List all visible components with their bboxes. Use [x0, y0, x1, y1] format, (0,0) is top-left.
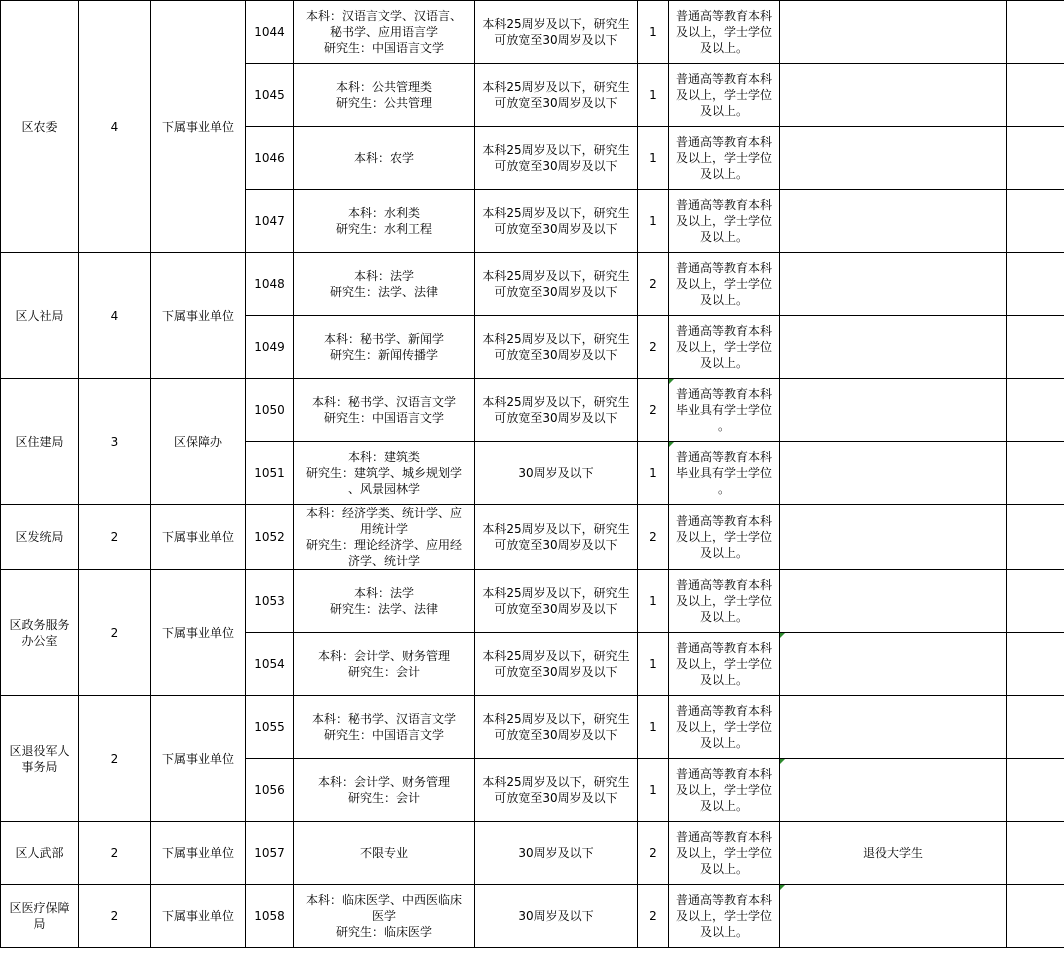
major-cell: 本科：农学: [294, 127, 475, 190]
other-requirement-cell: [780, 379, 1007, 442]
major-cell: 本科：法学 研究生：法学、法律: [294, 570, 475, 633]
position-code-cell: 1057: [246, 822, 294, 885]
headcount-cell: 1: [638, 696, 669, 759]
department-total-cell: 2: [79, 885, 151, 948]
age-cell: 本科25周岁及以下，研究生 可放宽至30周岁及以下: [475, 253, 638, 316]
department-total-cell: 2: [79, 822, 151, 885]
age-cell: 本科25周岁及以下，研究生 可放宽至30周岁及以下: [475, 759, 638, 822]
other-requirement-cell: [780, 190, 1007, 253]
employer-unit-cell: 下属事业单位: [151, 822, 246, 885]
education-cell: 普通高等教育本科 及以上，学士学位 及以上。: [669, 505, 780, 570]
education-cell: 普通高等教育本科 及以上，学士学位 及以上。: [669, 570, 780, 633]
note-cell: [1007, 505, 1064, 570]
age-cell: 本科25周岁及以下，研究生 可放宽至30周岁及以下: [475, 64, 638, 127]
table-row: [1, 1, 1064, 64]
position-code-cell: 1058: [246, 885, 294, 948]
note-cell: [1007, 64, 1064, 127]
age-cell: 30周岁及以下: [475, 442, 638, 505]
education-cell: 普通高等教育本科 及以上，学士学位 及以上。: [669, 190, 780, 253]
table-row: [1, 379, 1064, 442]
major-cell: 不限专业: [294, 822, 475, 885]
table-row: [1, 253, 1064, 316]
education-cell: 普通高等教育本科 及以上，学士学位 及以上。: [669, 64, 780, 127]
major-cell: 本科：会计学、财务管理 研究生：会计: [294, 633, 475, 696]
headcount-cell: 2: [638, 822, 669, 885]
other-requirement-cell: [780, 633, 1007, 696]
employer-unit-cell: 下属事业单位: [151, 885, 246, 948]
employer-unit-cell: 下属事业单位: [151, 570, 246, 696]
table-row: [1, 822, 1064, 885]
employer-unit-cell: 下属事业单位: [151, 1, 246, 253]
table-row: [1, 570, 1064, 633]
table-body: [1, 1, 1064, 948]
major-cell: 本科：临床医学、中西医临床 医学 研究生：临床医学: [294, 885, 475, 948]
major-cell: 本科：会计学、财务管理 研究生：会计: [294, 759, 475, 822]
other-requirement-cell: [780, 442, 1007, 505]
headcount-cell: 2: [638, 253, 669, 316]
position-code-cell: 1044: [246, 1, 294, 64]
education-cell: 普通高等教育本科 及以上，学士学位 及以上。: [669, 1, 780, 64]
department-cell: 区发统局: [1, 505, 79, 570]
department-total-cell: 3: [79, 379, 151, 505]
education-cell: 普通高等教育本科 及以上，学士学位 及以上。: [669, 885, 780, 948]
table-row: [1, 885, 1064, 948]
employer-unit-cell: 下属事业单位: [151, 505, 246, 570]
headcount-cell: 1: [638, 570, 669, 633]
education-cell: 普通高等教育本科 毕业具有学士学位 。: [669, 442, 780, 505]
major-cell: 本科：秘书学、新闻学 研究生：新闻传播学: [294, 316, 475, 379]
note-cell: [1007, 127, 1064, 190]
note-cell: [1007, 822, 1064, 885]
other-requirement-cell: [780, 64, 1007, 127]
major-cell: 本科：水利类 研究生：水利工程: [294, 190, 475, 253]
note-cell: [1007, 885, 1064, 948]
major-cell: 本科：建筑类 研究生：建筑学、城乡规划学 、风景园林学: [294, 442, 475, 505]
note-cell: [1007, 190, 1064, 253]
major-cell: 本科：汉语言文学、汉语言、 秘书学、应用语言学 研究生：中国语言文学: [294, 1, 475, 64]
position-code-cell: 1046: [246, 127, 294, 190]
other-requirement-cell: [780, 570, 1007, 633]
position-code-cell: 1051: [246, 442, 294, 505]
note-cell: [1007, 316, 1064, 379]
age-cell: 本科25周岁及以下，研究生 可放宽至30周岁及以下: [475, 505, 638, 570]
employer-unit-cell: 区保障办: [151, 379, 246, 505]
position-code-cell: 1052: [246, 505, 294, 570]
department-cell: 区医疗保障 局: [1, 885, 79, 948]
age-cell: 本科25周岁及以下，研究生 可放宽至30周岁及以下: [475, 570, 638, 633]
position-code-cell: 1053: [246, 570, 294, 633]
department-total-cell: 4: [79, 1, 151, 253]
department-total-cell: 2: [79, 696, 151, 822]
headcount-cell: 1: [638, 190, 669, 253]
note-cell: [1007, 570, 1064, 633]
position-code-cell: 1054: [246, 633, 294, 696]
age-cell: 本科25周岁及以下，研究生 可放宽至30周岁及以下: [475, 316, 638, 379]
department-cell: 区政务服务 办公室: [1, 570, 79, 696]
note-cell: [1007, 442, 1064, 505]
position-code-cell: 1047: [246, 190, 294, 253]
note-cell: [1007, 379, 1064, 442]
table-row: [1, 696, 1064, 759]
education-cell: 普通高等教育本科 及以上，学士学位 及以上。: [669, 127, 780, 190]
other-requirement-cell: [780, 253, 1007, 316]
other-requirement-cell: [780, 316, 1007, 379]
age-cell: 本科25周岁及以下，研究生 可放宽至30周岁及以下: [475, 127, 638, 190]
headcount-cell: 1: [638, 127, 669, 190]
department-total-cell: 4: [79, 253, 151, 379]
other-requirement-cell: [780, 759, 1007, 822]
education-cell: 普通高等教育本科 及以上，学士学位 及以上。: [669, 316, 780, 379]
education-cell: 普通高等教育本科 及以上，学士学位 及以上。: [669, 633, 780, 696]
education-cell: 普通高等教育本科 及以上，学士学位 及以上。: [669, 696, 780, 759]
education-cell: 普通高等教育本科 及以上，学士学位 及以上。: [669, 759, 780, 822]
education-cell: 普通高等教育本科 及以上，学士学位 及以上。: [669, 822, 780, 885]
position-code-cell: 1050: [246, 379, 294, 442]
headcount-cell: 2: [638, 885, 669, 948]
note-cell: [1007, 633, 1064, 696]
headcount-cell: 1: [638, 442, 669, 505]
position-code-cell: 1056: [246, 759, 294, 822]
headcount-cell: 1: [638, 759, 669, 822]
major-cell: 本科：法学 研究生：法学、法律: [294, 253, 475, 316]
other-requirement-cell: [780, 696, 1007, 759]
age-cell: 本科25周岁及以下，研究生 可放宽至30周岁及以下: [475, 696, 638, 759]
department-cell: 区住建局: [1, 379, 79, 505]
age-cell: 本科25周岁及以下，研究生 可放宽至30周岁及以下: [475, 1, 638, 64]
other-requirement-cell: [780, 505, 1007, 570]
education-cell: 普通高等教育本科 及以上，学士学位 及以上。: [669, 253, 780, 316]
note-cell: [1007, 1, 1064, 64]
major-cell: 本科：秘书学、汉语言文学 研究生：中国语言文学: [294, 379, 475, 442]
note-cell: [1007, 696, 1064, 759]
age-cell: 本科25周岁及以下，研究生 可放宽至30周岁及以下: [475, 633, 638, 696]
age-cell: 30周岁及以下: [475, 822, 638, 885]
age-cell: 本科25周岁及以下，研究生 可放宽至30周岁及以下: [475, 379, 638, 442]
note-cell: [1007, 759, 1064, 822]
age-cell: 本科25周岁及以下，研究生 可放宽至30周岁及以下: [475, 190, 638, 253]
department-total-cell: 2: [79, 505, 151, 570]
department-total-cell: 2: [79, 570, 151, 696]
headcount-cell: 2: [638, 505, 669, 570]
department-cell: 区农委: [1, 1, 79, 253]
other-requirement-cell: [780, 885, 1007, 948]
note-cell: [1007, 253, 1064, 316]
table-row: [1, 505, 1064, 570]
position-code-cell: 1048: [246, 253, 294, 316]
other-requirement-cell: [780, 127, 1007, 190]
department-cell: 区人社局: [1, 253, 79, 379]
headcount-cell: 1: [638, 64, 669, 127]
major-cell: 本科：经济学类、统计学、应 用统计学 研究生：理论经济学、应用经 济学、统计学: [294, 505, 475, 570]
position-code-cell: 1055: [246, 696, 294, 759]
age-cell: 30周岁及以下: [475, 885, 638, 948]
major-cell: 本科：秘书学、汉语言文学 研究生：中国语言文学: [294, 696, 475, 759]
other-requirement-cell: [780, 1, 1007, 64]
department-cell: 区人武部: [1, 822, 79, 885]
employer-unit-cell: 下属事业单位: [151, 253, 246, 379]
major-cell: 本科：公共管理类 研究生：公共管理: [294, 64, 475, 127]
employer-unit-cell: 下属事业单位: [151, 696, 246, 822]
headcount-cell: 2: [638, 379, 669, 442]
position-code-cell: 1045: [246, 64, 294, 127]
position-code-cell: 1049: [246, 316, 294, 379]
headcount-cell: 1: [638, 633, 669, 696]
education-cell: 普通高等教育本科 毕业具有学士学位 。: [669, 379, 780, 442]
department-cell: 区退役军人 事务局: [1, 696, 79, 822]
headcount-cell: 2: [638, 316, 669, 379]
headcount-cell: 1: [638, 1, 669, 64]
other-requirement-cell: 退役大学生: [780, 822, 1007, 885]
